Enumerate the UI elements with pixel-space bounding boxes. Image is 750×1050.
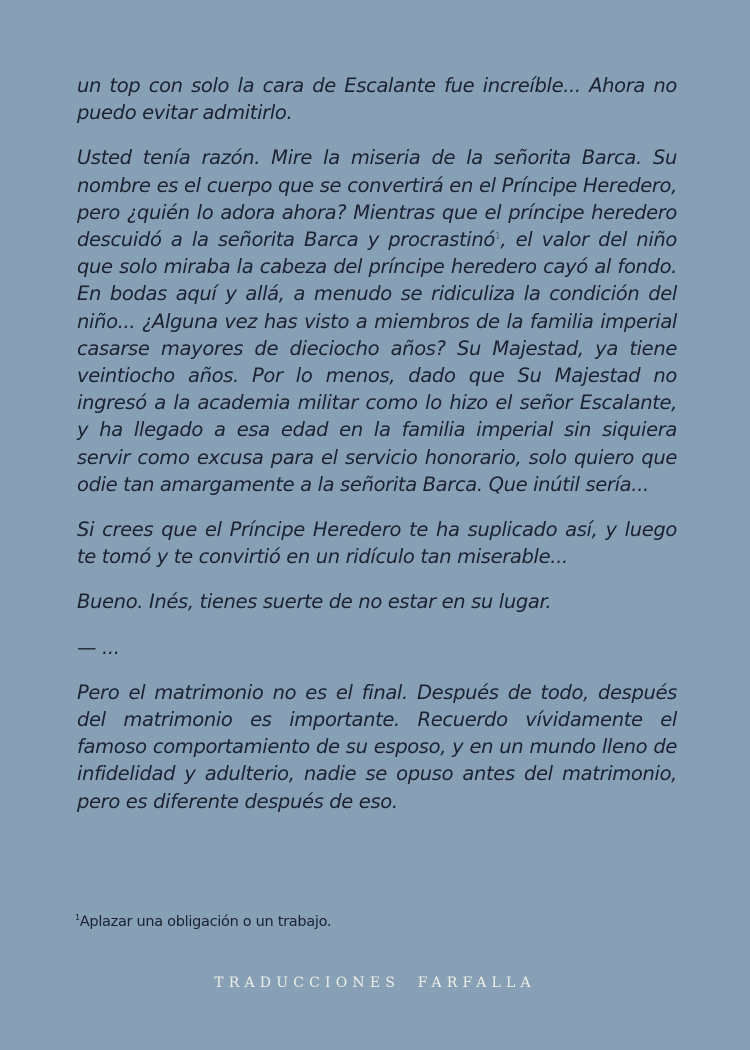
paragraph-2-text-before-note: Usted tenía razón. Mire la miseria de la señorita Barca. Su nombre es el cuerpo que se convertirá en el Príncipe Heredero, pero ¿quién lo adora ahora? Mientras que el príncipe heredero descuidó a la señorita Barca y procrastinó (77, 146, 677, 252)
paragraph-3: Si crees que el Príncipe Heredero te ha suplicado así, y luego te tomó y te convirtió en un ridículo tan miserable... (77, 518, 677, 569)
paragraph-2-text-after-note: , el valor del niño que solo miraba la cabeza del príncipe heredero cayó al fondo. En bodas aquí y allá, a menudo se ridiculiza la condición del niño... ¿Alguna vez has visto a miembros de la familia imperial casarse mayores de dieciocho años? Su Majestad, ya tiene veintiocho años. Por lo menos, dado que Su Majestad no ingresó a la academia militar como lo hizo el señor Escalante, y ha llegado a esa edad en la familia imperial sin siquiera servir como excusa para el servicio honorario, solo quiero que odie tan amargamente a la señorita Barca. Que inútil sería... (77, 228, 677, 496)
footnote-text: Aplazar una obligación o un trabajo. (79, 914, 332, 930)
paragraph-5-dialogue-dash: — ... (77, 635, 120, 659)
paragraph-4: Bueno. Inés, tienes suerte de no estar en su lugar. (77, 590, 552, 614)
footnote-reference: 1 (494, 231, 501, 242)
publisher-credit: TRADUCCIONES FARFALLA (214, 975, 536, 991)
page-body (77, 72, 677, 833)
paragraph-2 (77, 144, 677, 498)
footnote-marker: 1 (75, 913, 80, 923)
footnote (75, 914, 331, 930)
paragraph-1: un top con solo la cara de Escalante fue increíble... Ahora no puedo evitar admitirlo. (77, 74, 677, 125)
paragraph-6: Pero el matrimonio no es el final. Después de todo, después del matrimonio es importante. Recuerdo vívidamente el famoso comportamiento de su esposo, y en un mundo lleno de infidelidad y adulterio, nadie se opuso antes del matrimonio, pero es diferente después de eso. (77, 680, 677, 813)
